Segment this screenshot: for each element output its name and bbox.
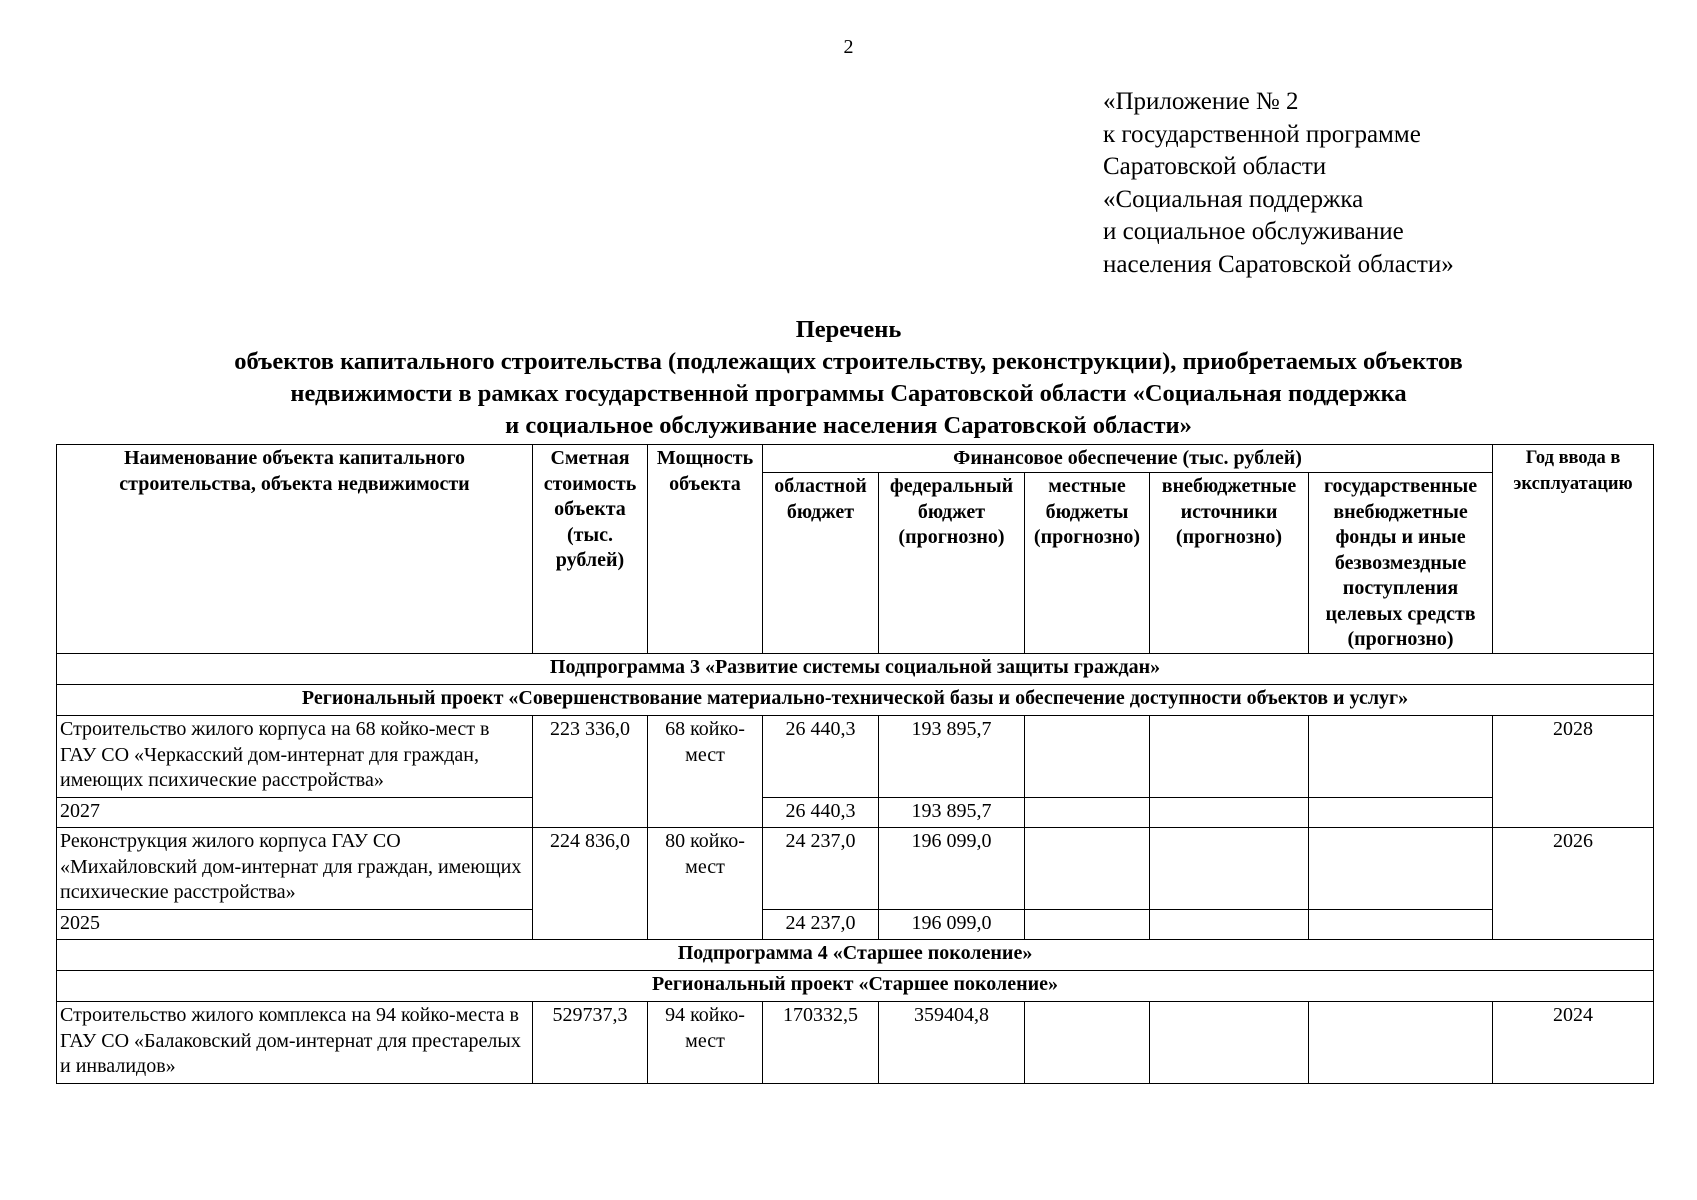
header-federal-budget: федеральный бюджет (прогнозно): [879, 473, 1025, 654]
appendix-line: Саратовской области: [1103, 153, 1327, 180]
local-budgets-value: [1025, 1002, 1150, 1084]
object-name: Строительство жилого корпуса на 68 койко-мест в ГАУ СО «Черкасский дом-интернат для граждан, имеющих психические расстройства»: [57, 716, 533, 798]
regional-budget-value: 24 237,0: [763, 828, 879, 910]
header-regional-budget: областной бюджет: [763, 473, 879, 654]
breakdown-year: 2025: [57, 910, 533, 940]
object-name: Реконструкция жилого корпуса ГАУ СО «Михайловский дом-интернат для граждан, имеющих психические расстройства»: [57, 828, 533, 910]
regional-project-3-row: Региональный проект «Совершенствование материально-технической базы и обеспечение доступности объектов и услуг»: [57, 685, 1654, 716]
state-funds-value: [1309, 716, 1493, 798]
local-budgets-value: [1025, 716, 1150, 798]
extrabudget-value: [1150, 716, 1309, 798]
page-number: 2: [843, 36, 854, 58]
appendix-line: населения Саратовской области»: [1103, 250, 1454, 278]
appendix-line: «Приложение № 2: [1103, 88, 1299, 115]
header-name: Наименование объекта капитального строительства, объекта недвижимости: [57, 445, 533, 654]
empty-cell: [1025, 910, 1150, 940]
header-capacity: Мощность объекта: [648, 445, 763, 654]
regional-budget-value: 26 440,3: [763, 716, 879, 798]
object-name: Строительство жилого комплекса на 94 койко-места в ГАУ СО «Балаковский дом-интернат для престарелых и инвалидов»: [57, 1002, 533, 1084]
object-capacity: 80 койко-мест: [648, 828, 763, 940]
title-line: Перечень: [795, 316, 902, 343]
header-local-budgets: местные бюджеты (прогнозно): [1025, 473, 1150, 654]
object-cost: 529737,3: [533, 1002, 648, 1084]
table-row: [57, 828, 1654, 910]
federal-budget-value: 196 099,0: [879, 910, 1025, 940]
title-line: и социальное обслуживание населения Саратовской области»: [505, 412, 1192, 439]
title-line: объектов капитального строительства (подлежащих строительству, реконструкции), приобретаемых объектов: [234, 348, 1463, 375]
header-cost: Сметная стоимость объекта (тыс. рублей): [533, 445, 648, 654]
regional-budget-value: 24 237,0: [763, 910, 879, 940]
header-extrabudget-sources: внебюджетные источники (прогнозно): [1150, 473, 1309, 654]
regional-project-4-row: Региональный проект «Старшее поколение»: [57, 971, 1654, 1002]
subprogram-4-row: Подпрограмма 4 «Старшее поколение»: [57, 940, 1654, 971]
subprogram-3-row: Подпрограмма 3 «Развитие системы социальной защиты граждан»: [57, 654, 1654, 685]
empty-cell: [1309, 910, 1493, 940]
table-row: [57, 1002, 1654, 1084]
table-row: [57, 716, 1654, 798]
header-financing: Финансовое обеспечение (тыс. рублей): [763, 445, 1493, 473]
appendix-line: и социальное обслуживание: [1103, 218, 1404, 245]
federal-budget-value: 196 099,0: [879, 828, 1025, 910]
table-row: [57, 798, 1654, 828]
state-funds-value: [1309, 1002, 1493, 1084]
local-budgets-value: [1025, 828, 1150, 910]
extrabudget-value: [1150, 1002, 1309, 1084]
commissioning-year: 2026: [1493, 828, 1654, 940]
regional-budget-value: 170332,5: [763, 1002, 879, 1084]
empty-cell: [1025, 798, 1150, 828]
federal-budget-value: 359404,8: [879, 1002, 1025, 1084]
federal-budget-value: 193 895,7: [879, 716, 1025, 798]
appendix-line: к государственной программе: [1103, 120, 1421, 148]
header-state-funds: государственные внебюджетные фонды и иные безвозмездные поступления целевых средств (прогнозно): [1309, 473, 1493, 654]
state-funds-value: [1309, 828, 1493, 910]
table-row: [57, 910, 1654, 940]
header-year: Год ввода в эксплуатацию: [1493, 445, 1654, 654]
regional-budget-value: 26 440,3: [763, 798, 879, 828]
empty-cell: [1150, 798, 1309, 828]
breakdown-year: 2027: [57, 798, 533, 828]
objects-table: [56, 444, 1654, 1084]
commissioning-year: 2028: [1493, 716, 1654, 828]
appendix-block: [1103, 86, 1454, 281]
empty-cell: [1150, 910, 1309, 940]
object-capacity: 68 койко-мест: [648, 716, 763, 828]
title-line: недвижимости в рамках государственной программы Саратовской области «Социальная поддержка: [290, 380, 1407, 407]
document-title: [0, 314, 1697, 442]
object-cost: 223 336,0: [533, 716, 648, 828]
object-cost: 224 836,0: [533, 828, 648, 940]
commissioning-year: 2024: [1493, 1002, 1654, 1084]
empty-cell: [1309, 798, 1493, 828]
appendix-line: «Социальная поддержка: [1103, 185, 1364, 213]
object-capacity: 94 койко-мест: [648, 1002, 763, 1084]
extrabudget-value: [1150, 828, 1309, 910]
federal-budget-value: 193 895,7: [879, 798, 1025, 828]
